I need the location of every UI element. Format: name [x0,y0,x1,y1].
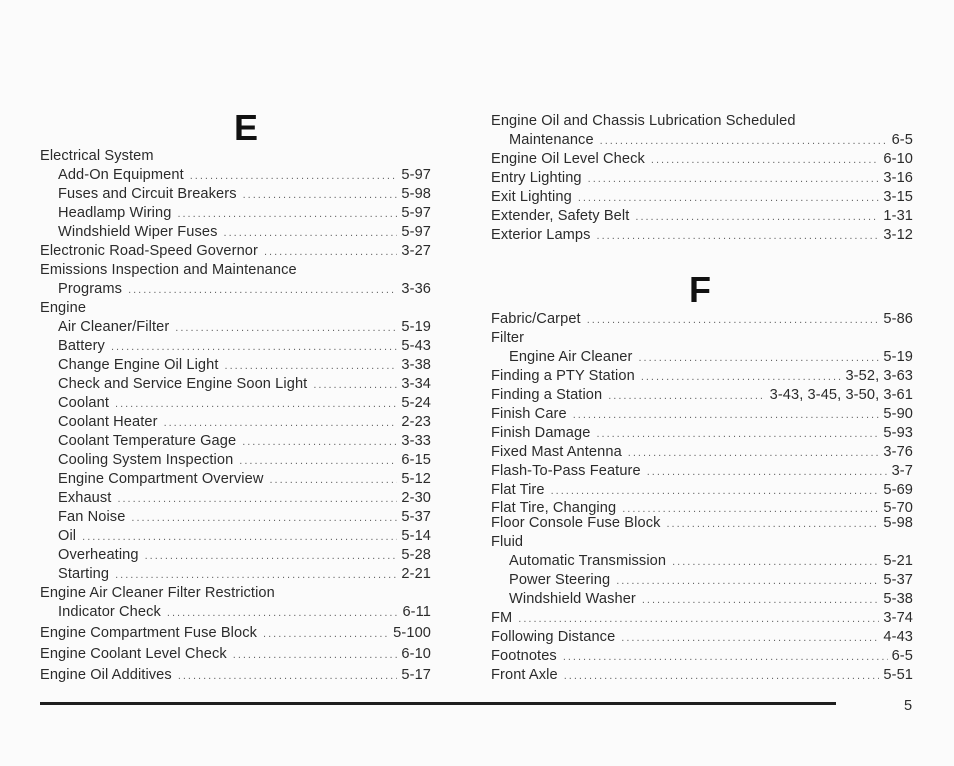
dot-leader [115,566,397,585]
index-entry [40,432,431,452]
index-entry [40,546,431,566]
index-entry [40,470,431,490]
dot-leader [597,227,880,246]
index-entry [491,169,913,189]
index-entry-page: 5-37 [883,572,913,588]
index-entry [40,508,431,528]
index-entry-page: 6-10 [401,646,431,662]
dot-leader [587,311,880,330]
index-entry-page: 5-98 [401,186,431,202]
index-entry-page: 5-14 [401,528,431,544]
index-entry [491,112,913,132]
index-entry [40,223,431,243]
dot-leader [243,186,398,205]
index-entry-page: 2-23 [401,414,431,430]
index-entry [491,609,913,629]
index-entry-page: 5-97 [401,205,431,221]
index-entry-label: Entry Lighting [491,170,582,186]
index-entry-label: Engine Oil and Chassis Lubrication Scheduled [491,113,796,129]
index-entry-page: 5-69 [883,482,913,498]
index-entry-page: 3-33 [401,433,431,449]
index-entry-label: Exterior Lamps [491,227,591,243]
index-entry-label: Starting [58,566,110,582]
index-entry-page: 5-93 [883,425,913,441]
index-entry-label: Headlamp Wiring [58,205,172,221]
index-entry [40,185,431,205]
dot-leader [225,357,398,376]
index-entry [491,443,913,463]
index-entry-page: 3-38 [401,357,431,373]
index-entry [491,462,913,482]
index-entry [40,413,431,433]
index-entry [491,666,913,686]
index-entry-label: Following Distance [491,629,616,645]
index-entry-label: Engine Oil Level Check [491,151,645,167]
section-letter-e: E [234,107,259,148]
index-entry [491,514,913,534]
dot-leader [667,515,880,534]
index-entry [40,527,431,547]
index-entry [40,242,431,262]
index-entry-label: Engine Compartment Fuse Block [40,625,258,641]
index-entry-page: 3-12 [883,227,913,243]
index-entry-page: 5-19 [883,349,913,365]
index-entry-label: Coolant Heater [58,414,158,430]
index-entry [40,356,431,376]
index-entry [491,207,913,227]
index-entry-page: 3-15 [883,189,913,205]
dot-leader [578,189,880,208]
index-entry [40,204,431,224]
dot-leader [588,170,880,189]
index-entry-label: Coolant Temperature Gage [58,433,237,449]
index-entry-label: Engine Air Cleaner [509,349,633,365]
index-entry [40,666,431,686]
footer-rule [40,702,836,705]
dot-leader [178,667,398,686]
index-entry-label: Fan Noise [58,509,126,525]
index-entry-page: 5-86 [883,311,913,327]
index-entry [40,166,431,186]
index-entry-label: Air Cleaner/Filter [58,319,170,335]
index-entry-label: Fixed Mast Antenna [491,444,622,460]
dot-leader [190,167,398,186]
dot-leader [313,376,397,395]
index-entry-label: Emissions Inspection and Maintenance [40,262,297,278]
index-entry-label: Front Axle [491,667,558,683]
index-entry-page: 3-27 [401,243,431,259]
index-entry [40,261,431,281]
dot-leader [167,604,399,623]
index-entry [40,375,431,395]
dot-leader [647,463,888,482]
dot-leader [616,572,879,591]
index-entry-label: Power Steering [509,572,611,588]
index-entry [491,310,913,330]
index-entry-page: 5-21 [883,553,913,569]
index-entry-page: 5-97 [401,224,431,240]
index-entry-label: Flat Tire [491,482,545,498]
index-entry-page: 3-52, 3-63 [845,368,913,384]
dot-leader [131,509,397,528]
index-entry-label: Add-On Equipment [58,167,184,183]
dot-leader [635,208,879,227]
index-entry-label: Electrical System [40,148,154,164]
index-entry-label: Finish Care [491,406,567,422]
index-entry [40,645,431,665]
dot-leader [651,151,879,170]
index-entry-label: Finding a PTY Station [491,368,635,384]
index-entry-label: Finding a Station [491,387,603,403]
index-entry-label: Cooling System Inspection [58,452,234,468]
dot-leader [164,414,398,433]
index-entry-page: 5-28 [401,547,431,563]
index-entry [491,647,913,667]
index-entry-label: Engine Air Cleaner Filter Restriction [40,585,275,601]
index-entry [491,424,913,444]
index-entry [40,337,431,357]
dot-leader [117,490,397,509]
index-entry [40,603,431,623]
index-entry-page: 3-43, 3-45, 3-50, 3-61 [769,387,913,403]
index-entry-label: Windshield Wiper Fuses [58,224,218,240]
index-entry-page: 5-70 [883,500,913,516]
index-entry-label: Overheating [58,547,139,563]
index-entry-label: Electronic Road-Speed Governor [40,243,258,259]
index-entry-page: 5-51 [883,667,913,683]
index-entry [491,367,913,387]
dot-leader [111,338,397,357]
index-entry-page: 3-34 [401,376,431,392]
index-entry [40,318,431,338]
dot-leader [563,648,888,667]
index-entry-page: 5-19 [401,319,431,335]
index-entry-page: 6-15 [401,452,431,468]
index-entry-page: 3-74 [883,610,913,626]
index-entry-label: Fluid [491,534,524,550]
index-entry-page: 6-11 [402,604,431,620]
index-entry [491,590,913,610]
dot-leader [177,205,397,224]
index-entry [40,394,431,414]
index-entry-label: Coolant [58,395,110,411]
dot-leader [672,553,879,572]
dot-leader [242,433,397,452]
dot-leader [269,471,397,490]
dot-leader [600,132,888,151]
dot-leader [115,395,397,414]
dot-leader [642,591,880,610]
index-entry-page: 3-36 [401,281,431,297]
index-entry [491,386,913,406]
index-entry-label: FM [491,610,513,626]
index-entry-page: 5-98 [883,515,913,531]
dot-leader [621,629,879,648]
index-entry [40,489,431,509]
index-entry-label: Fabric/Carpet [491,311,581,327]
index-entry [40,565,431,585]
index-entry-page: 5-17 [401,667,431,683]
dot-leader [596,425,879,444]
index-entry [491,571,913,591]
index-entry-page: 5-38 [883,591,913,607]
index-entry-page: 5-90 [883,406,913,422]
index-entry-label: Flat Tire, Changing [491,500,617,516]
dot-leader [639,349,880,368]
dot-leader [573,406,880,425]
index-entry-label: Battery [58,338,105,354]
index-entry-label: Engine Oil Additives [40,667,172,683]
dot-leader [628,444,880,463]
index-entry-page: 4-43 [883,629,913,645]
index-entry-label: Finish Damage [491,425,591,441]
index-entry-page: 6-10 [883,151,913,167]
index-entry [40,584,431,604]
dot-leader [82,528,397,547]
index-entry-label: Engine [40,300,87,316]
dot-leader [175,319,397,338]
index-entry-label: Engine Compartment Overview [58,471,264,487]
index-entry-page: 3-7 [891,463,913,479]
index-entry [491,628,913,648]
index-entry-label: Change Engine Oil Light [58,357,219,373]
page-number: 5 [904,698,913,714]
index-entry [491,150,913,170]
index-entry-page: 5-37 [401,509,431,525]
index-entry-page: 1-31 [883,208,913,224]
index-entry [40,280,431,300]
index-entry-label: Indicator Check [58,604,161,620]
index-entry [491,552,913,572]
index-entry-page: 5-97 [401,167,431,183]
index-entry-page: 5-43 [401,338,431,354]
index-entry [40,299,431,319]
index-entry-page: 6-5 [891,132,913,148]
index-entry-label: Exit Lighting [491,189,572,205]
index-entry-page: 3-16 [883,170,913,186]
index-entry-label: Maintenance [509,132,594,148]
index-entry-label: Automatic Transmission [509,553,667,569]
index-entry-page: 3-76 [883,444,913,460]
index-entry [491,481,913,501]
index-entry-label: Footnotes [491,648,557,664]
index-entry-label: Engine Coolant Level Check [40,646,227,662]
index-entry-label: Filter [491,330,525,346]
index-entry-label: Windshield Washer [509,591,636,607]
index-entry-label: Exhaust [58,490,112,506]
index-entry-page: 6-5 [891,648,913,664]
dot-leader [608,387,765,406]
dot-leader [264,243,397,262]
index-entry [491,131,913,151]
index-entry [491,348,913,368]
index-entry-label: Floor Console Fuse Block [491,515,661,531]
dot-leader [564,667,880,686]
index-entry [40,147,431,167]
dot-leader [641,368,842,387]
index-entry [491,226,913,246]
index-entry [40,624,431,644]
index-entry [491,405,913,425]
index-entry-label: Check and Service Engine Soon Light [58,376,308,392]
section-letter-f: F [689,269,711,310]
dot-leader [518,610,879,629]
dot-leader [224,224,398,243]
index-entry-page: 5-100 [393,625,431,641]
index-entry [40,451,431,471]
index-entry-label: Fuses and Circuit Breakers [58,186,237,202]
dot-leader [233,646,398,665]
index-entry-page: 5-12 [401,471,431,487]
index-entry-label: Oil [58,528,77,544]
index-entry [491,329,913,349]
index-entry [491,533,913,553]
index-entry-label: Extender, Safety Belt [491,208,630,224]
dot-leader [239,452,397,471]
index-entry-page: 2-30 [401,490,431,506]
index-entry [491,188,913,208]
index-entry-label: Programs [58,281,123,297]
dot-leader [145,547,398,566]
index-entry-label: Flash-To-Pass Feature [491,463,641,479]
index-entry-page: 5-24 [401,395,431,411]
index-entry-page: 2-21 [401,566,431,582]
dot-leader [263,625,389,644]
dot-leader [128,281,397,300]
